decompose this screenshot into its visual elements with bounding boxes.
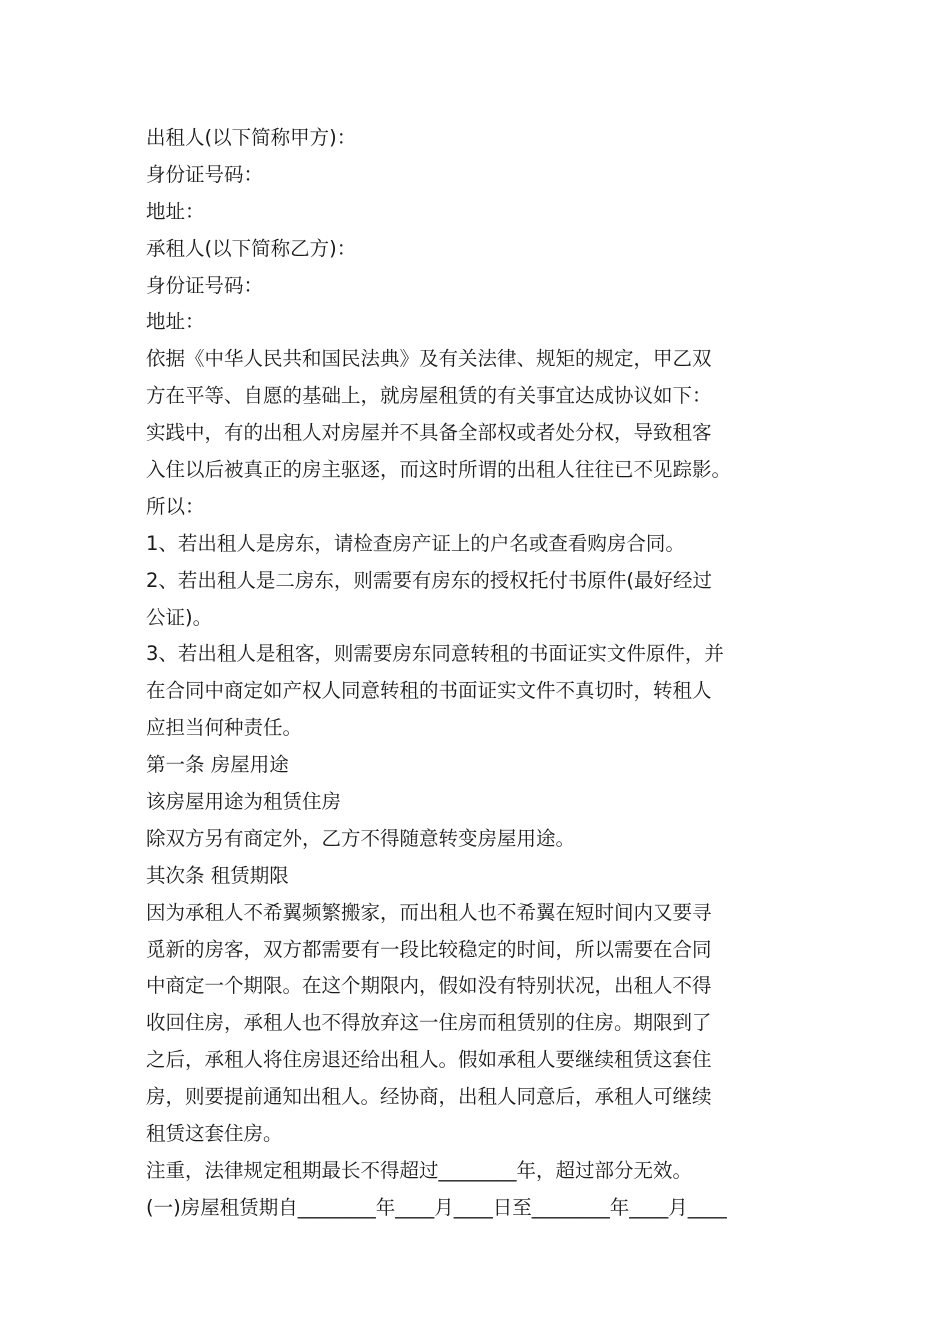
numbered-item: 公证)。 xyxy=(146,605,213,629)
lessee-address-line: 地址： xyxy=(146,310,205,334)
numbered-item: 2、若出租人是二房东，则需要有房东的授权托付书原件(最好经过 xyxy=(146,568,713,592)
section-heading: 其次条 租赁期限 xyxy=(146,863,289,887)
paragraph-line: 注重，法律规定租期最长不得超过________年，超过部分无效。 xyxy=(146,1158,693,1182)
numbered-item: 在合同中商定如产权人同意转租的书面证实文件不真切时，转租人 xyxy=(146,679,712,703)
paragraph-line: 所以： xyxy=(146,494,205,518)
paragraph-line: 因为承租人不希翼频繁搬家，而出租人也不希翼在短时间内又要寻 xyxy=(146,900,712,924)
lessor-line: 出租人(以下简称甲方)： xyxy=(146,126,357,149)
preamble-line: 方在平等、自愿的基础上，就房屋租赁的有关事宜达成协议如下： xyxy=(146,384,712,408)
section-heading: 第一条 房屋用途 xyxy=(146,753,289,777)
lease-term-line: (一)房屋租赁期自________年____月____日至________年____月____ xyxy=(146,1195,727,1219)
paragraph-line: 实践中，有的出租人对房屋并不具备全部权或者处分权，导致租客 xyxy=(146,421,712,445)
paragraph-line: 觅新的房客，双方都需要有一段比较稳定的时间，所以需要在合同 xyxy=(146,937,712,961)
numbered-item: 1、若出租人是房东，请检查房产证上的户名或查看购房合同。 xyxy=(146,531,685,555)
lessor-address-line: 地址： xyxy=(146,199,205,223)
lessee-id-line: 身份证号码： xyxy=(146,273,264,297)
paragraph-line: 入住以后被真正的房主驱逐，而这时所谓的出租人往往已不见踪影。 xyxy=(146,458,732,482)
numbered-item: 应担当何种责任。 xyxy=(146,716,303,740)
paragraph-line: 租赁这套住房。 xyxy=(146,1122,283,1146)
document-body xyxy=(146,120,826,1227)
paragraph-line: 中商定一个期限。在这个期限内，假如没有特别状况，出租人不得 xyxy=(146,974,712,998)
paragraph-line: 该房屋用途为租赁住房 xyxy=(146,790,342,814)
preamble-line: 依据《中华人民共和国民法典》及有关法律、规矩的规定，甲乙双 xyxy=(146,347,712,371)
paragraph-line: 收回住房，承租人也不得放弃这一住房而租赁别的住房。期限到了 xyxy=(146,1011,712,1035)
paragraph-line: 之后，承租人将住房退还给出租人。假如承租人要继续租赁这套住 xyxy=(146,1048,712,1072)
paragraph-line: 房，则要提前通知出租人。经协商，出租人同意后，承租人可继续 xyxy=(146,1085,712,1109)
paragraph-line: 除双方另有商定外，乙方不得随意转变房屋用途。 xyxy=(146,826,576,850)
numbered-item: 3、若出租人是租客，则需要房东同意转租的书面证实文件原件，并 xyxy=(146,642,724,666)
lessee-line: 承租人(以下简称乙方)： xyxy=(146,236,357,260)
lessor-id-line: 身份证号码： xyxy=(146,162,264,186)
